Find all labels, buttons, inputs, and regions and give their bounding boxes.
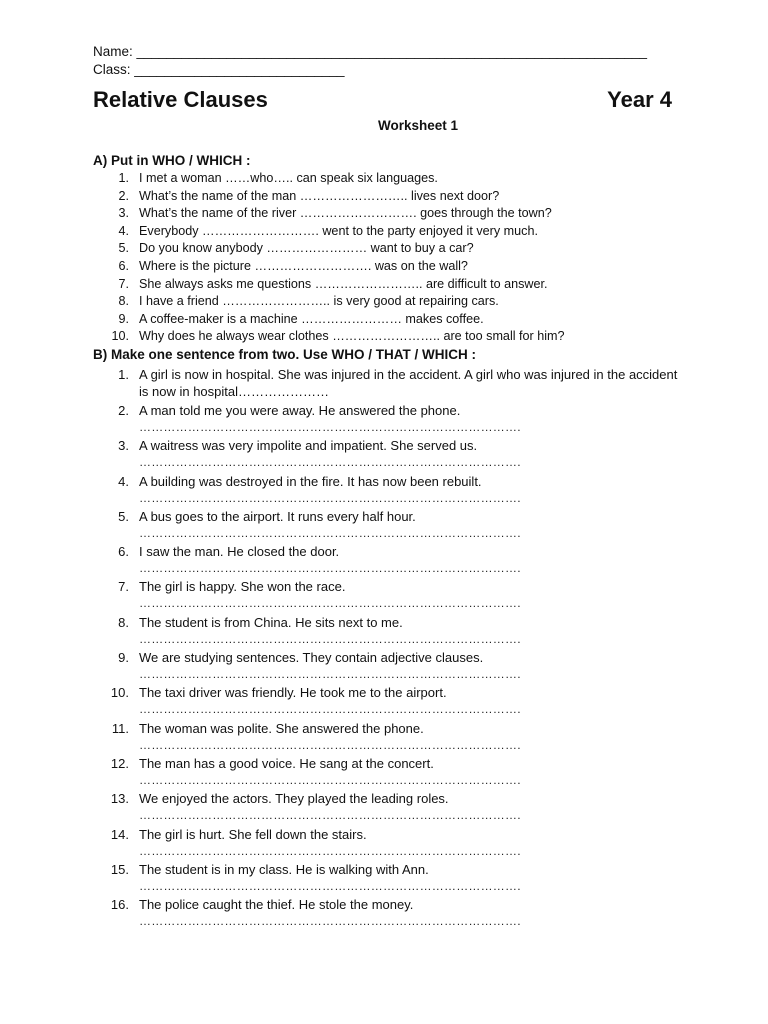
section-b-item xyxy=(93,755,693,790)
item-text: We are studying sentences. They contain adjective clauses. xyxy=(139,650,484,666)
item-number: 7. xyxy=(118,579,129,595)
item-text[interactable]: Where is the picture ………………………. was on the wall? xyxy=(139,258,468,273)
item-number: 12. xyxy=(110,755,129,771)
item-text[interactable]: What’s the name of the man …………………….. lives next door? xyxy=(139,188,500,203)
item-text[interactable]: Do you know anybody …………………… want to buy a car? xyxy=(139,241,474,256)
item-number: 1. xyxy=(118,171,129,185)
section-b-item xyxy=(93,790,693,825)
section-a-item xyxy=(93,223,693,241)
item-number: 5. xyxy=(118,508,129,524)
section-a-item xyxy=(93,328,693,346)
item-text: The man has a good voice. He sang at the concert. xyxy=(139,755,434,771)
section-a-item xyxy=(93,205,693,223)
section-a-item xyxy=(93,240,693,258)
answer-line[interactable]: …………………………………………………………………………………. xyxy=(139,667,521,682)
item-number: 2. xyxy=(118,188,129,203)
section-a-item xyxy=(93,293,693,311)
answer-line[interactable]: …………………………………………………………………………………. xyxy=(139,737,521,752)
item-number: 9. xyxy=(118,650,129,666)
section-b-heading: B) Make one sentence from two. Use WHO / THAT / WHICH : xyxy=(93,347,477,362)
section-a-item xyxy=(93,311,693,329)
item-text[interactable]: Why does he always wear clothes …………………….. are too small for him? xyxy=(139,329,565,344)
section-b-item xyxy=(93,614,693,649)
item-number: 14. xyxy=(110,826,129,842)
answer-line[interactable]: …………………………………………………………………………………. xyxy=(139,702,521,717)
item-number: 11. xyxy=(111,720,129,736)
item-number: 15. xyxy=(110,861,129,877)
section-a-item xyxy=(93,258,693,276)
item-text: I saw the man. He closed the door. xyxy=(139,544,340,560)
section-a-heading: A) Put in WHO / WHICH : xyxy=(93,153,251,168)
item-number: 3. xyxy=(118,206,129,221)
name-field[interactable]: Name: ____________________________________________________________________ xyxy=(93,44,648,59)
item-text: The student is from China. He sits next to me. xyxy=(139,614,403,630)
item-number: 2. xyxy=(118,403,129,418)
answer-line[interactable]: …………………………………………………………………………………. xyxy=(139,808,521,823)
item-number: 6. xyxy=(118,258,129,273)
section-b-item xyxy=(93,543,693,578)
item-text: We enjoyed the actors. They played the leading roles. xyxy=(139,791,449,807)
item-text: The police caught the thief. He stole the money. xyxy=(139,897,414,913)
section-b-item xyxy=(93,437,693,472)
answer-line[interactable]: …………………………………………………………………………………. xyxy=(139,631,521,646)
item-text: A waitress was very impolite and impatient. She served us. xyxy=(139,438,478,454)
item-number: 3. xyxy=(118,438,129,454)
answer-line[interactable]: …………………………………………………………………………………. xyxy=(139,878,521,893)
section-b-item xyxy=(93,720,693,755)
item-number: 10. xyxy=(111,329,129,344)
class-field[interactable]: Class: ____________________________ xyxy=(93,62,345,77)
item-number: 6. xyxy=(118,544,129,560)
section-b-item xyxy=(93,473,693,508)
item-text[interactable]: Everybody ………………………. went to the party enjoyed it very much. xyxy=(139,223,538,238)
item-text[interactable]: What’s the name of the river ………………………. goes through the town? xyxy=(139,206,552,221)
item-number: 10. xyxy=(110,685,129,701)
item-number: 5. xyxy=(118,241,129,256)
answer-line[interactable]: …………………………………………………………………………………. xyxy=(139,772,521,787)
item-text: The girl is hurt. She fell down the stairs. xyxy=(139,826,367,842)
item-number: 13. xyxy=(110,791,129,807)
item-number: 1. xyxy=(118,367,129,382)
worksheet-subtitle: Worksheet 1 xyxy=(377,118,459,133)
page-title: Relative Clauses xyxy=(93,87,268,112)
item-text: A man told me you were away. He answered the phone. xyxy=(139,403,461,418)
section-b-item xyxy=(93,578,693,613)
item-text: A building was destroyed in the fire. It has now been rebuilt. xyxy=(139,473,482,489)
section-b-item xyxy=(93,508,693,543)
item-text: A girl is now in hospital. She was injured in the accident. A girl who was injured in the accident is now in hospital………………… xyxy=(139,367,678,399)
section-b-item xyxy=(93,684,693,719)
section-a-item xyxy=(93,188,693,206)
answer-line[interactable]: …………………………………………………………………………………. xyxy=(139,843,521,858)
item-number: 8. xyxy=(118,294,129,309)
item-number: 4. xyxy=(118,223,129,238)
item-number: 4. xyxy=(118,473,129,489)
item-text[interactable]: I met a woman ……who….. can speak six languages. xyxy=(139,171,438,185)
section-a-item xyxy=(93,276,693,294)
item-text: The woman was polite. She answered the phone. xyxy=(139,720,424,736)
grade-label: Year 4 xyxy=(607,87,672,112)
item-text: A bus goes to the airport. It runs every half hour. xyxy=(139,508,416,524)
item-text: The taxi driver was friendly. He took me to the airport. xyxy=(139,685,447,701)
item-text: The student is in my class. He is walking with Ann. xyxy=(139,861,429,877)
answer-line[interactable]: …………………………………………………………………………………. xyxy=(139,420,521,434)
section-a-list xyxy=(93,170,693,346)
answer-line[interactable]: …………………………………………………………………………………. xyxy=(139,561,521,576)
answer-line[interactable]: …………………………………………………………………………………. xyxy=(139,914,521,929)
section-b-item xyxy=(93,861,693,896)
item-text: The girl is happy. She won the race. xyxy=(139,579,346,595)
item-number: 16. xyxy=(110,897,129,913)
section-b-list xyxy=(93,366,693,931)
item-text[interactable]: I have a friend …………………….. is very good at repairing cars. xyxy=(139,294,499,309)
answer-line[interactable]: …………………………………………………………………………………. xyxy=(139,455,521,470)
section-a-item xyxy=(93,170,693,188)
item-text[interactable]: She always asks me questions …………………….. are difficult to answer. xyxy=(139,276,548,291)
section-b-item xyxy=(93,649,693,684)
item-number: 7. xyxy=(118,276,129,291)
section-b-item xyxy=(93,826,693,861)
answer-line[interactable]: …………………………………………………………………………………. xyxy=(139,596,521,611)
item-number: 8. xyxy=(118,614,129,630)
answer-line[interactable]: …………………………………………………………………………………. xyxy=(139,525,521,540)
item-text[interactable]: A coffee-maker is a machine …………………… makes coffee. xyxy=(139,311,484,326)
answer-line[interactable]: …………………………………………………………………………………. xyxy=(139,490,521,505)
section-b-item xyxy=(93,366,693,402)
section-b-item xyxy=(93,896,693,931)
section-b-item xyxy=(93,402,693,437)
item-number: 9. xyxy=(118,311,129,326)
